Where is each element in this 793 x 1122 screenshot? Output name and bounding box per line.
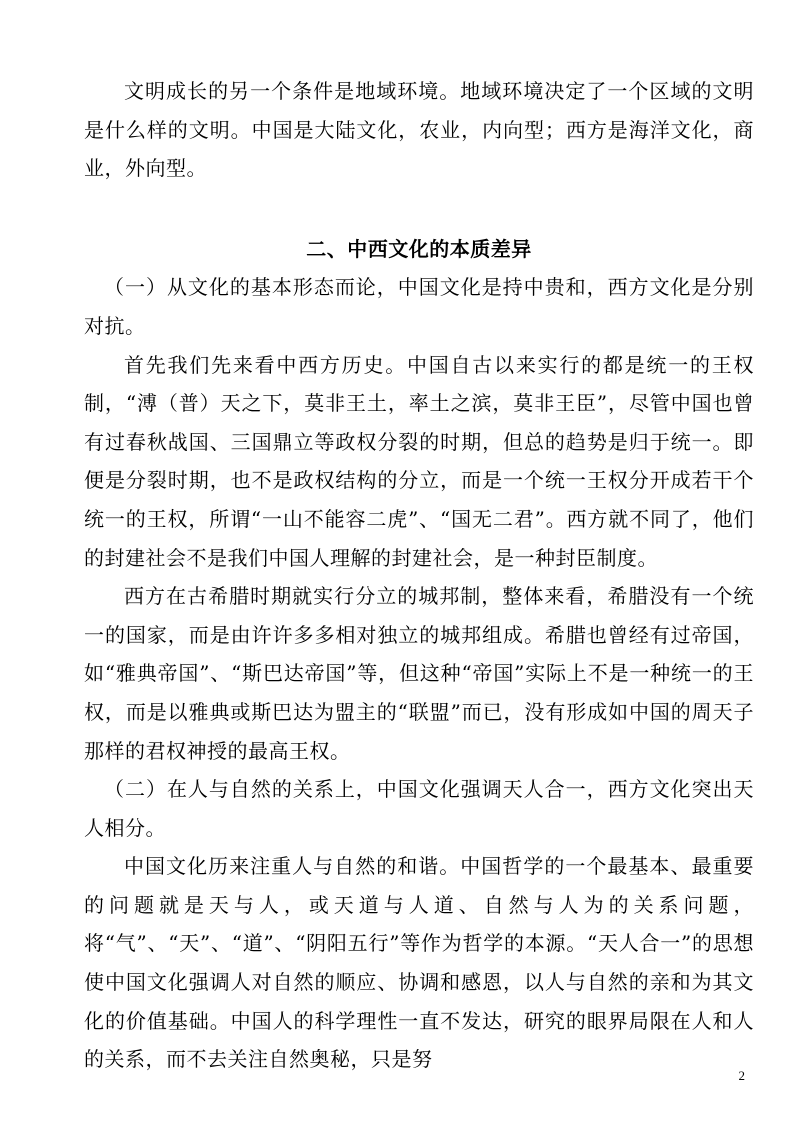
section-heading: 二、中西文化的本质差异 bbox=[306, 236, 532, 261]
body-paragraph-2: 西方在古希腊时期就实行分立的城邦制，整体来看，希腊没有一个统一的国家，而是由许许多多相对独立的城邦组成。希腊也曾经有过帝国，如“雅典帝国”、“斯巴达帝国”等，但这种“帝国”实际上不是一种统一的王权，而是以雅典或斯巴达为盟主的“联盟”而已，没有形成如中国的周天子那样的君权神授的最高王权。 bbox=[84, 584, 754, 763]
section-spacer bbox=[84, 188, 754, 230]
page-number: 2 bbox=[738, 1068, 745, 1083]
body-paragraph-1: 首先我们先来看中西方历史。中国自古以来实行的都是统一的王权制，“溥（普）天之下，莫非王土，率土之滨，莫非王臣”，尽管中国也曾有过春秋战国、三国鼎立等政权分裂的时期，但总的趋势是归于统一。即便是分裂时期，也不是政权结构的分立，而是一个统一王权分开成若干个统一的王权，所谓“一山不能容二虎”、“国无二君”。西方就不同了，他们的封建社会不是我们中国人理解的封建社会，是一种封臣制度。 bbox=[84, 352, 754, 570]
subsection-heading-1: （一）从文化的基本形态而论，中国文化是持中贵和，西方文化是分别对抗。 bbox=[84, 275, 754, 338]
subsection-heading-2: （二）在人与自然的关系上，中国文化强调天人合一，西方文化突出天人相分。 bbox=[84, 777, 754, 840]
intro-paragraph: 文明成长的另一个条件是地域环境。地域环境决定了一个区域的文明是什么样的文明。中国是大陆文化，农业，内向型；西方是海洋文化，商业，外向型。 bbox=[84, 79, 754, 181]
document-body bbox=[84, 72, 754, 1079]
body-paragraph-3: 中国文化历来注重人与自然的和谐。中国哲学的一个最基本、最重要的问题就是天与人，或天道与人道、自然与人为的关系问题，将“气”、“天”、“道”、“阴阳五行”等作为哲学的本源。“天人合一”的思想使中国文化强调人对自然的顺应、协调和感恩，以人与自然的亲和为其文化的价值基础。中国人的科学理性一直不发达，研究的眼界局限在人和人的关系，而不去关注自然奥秘，只是努 bbox=[84, 854, 754, 1072]
